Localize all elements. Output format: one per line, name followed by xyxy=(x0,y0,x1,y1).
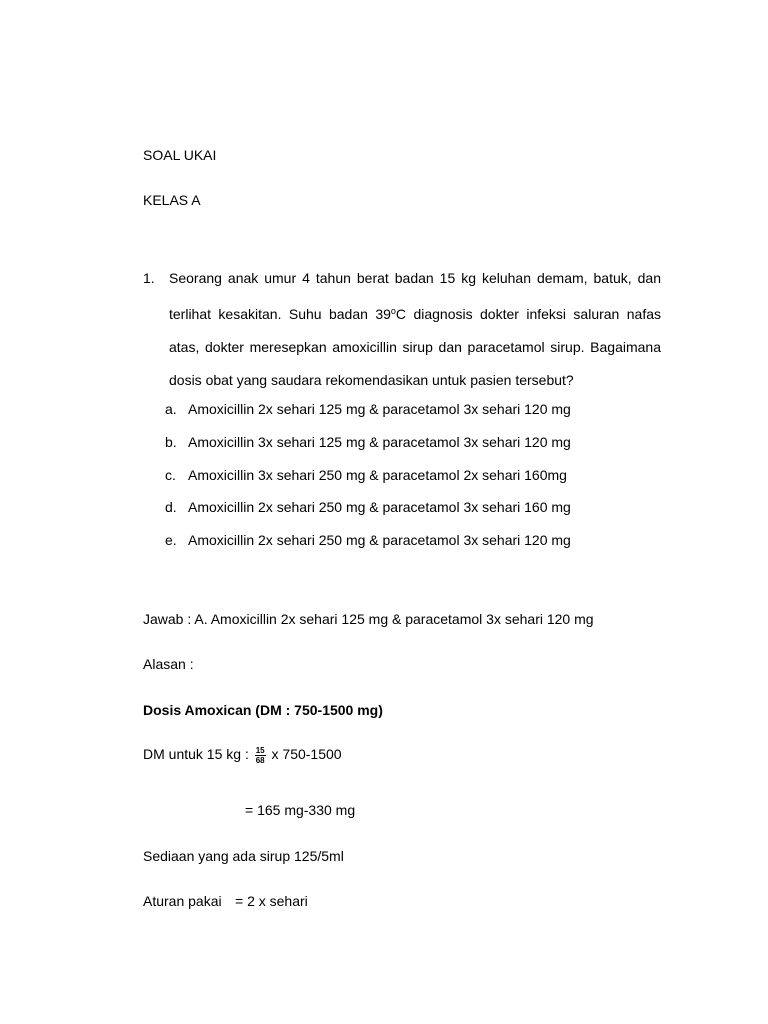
usage-label: Aturan pakai xyxy=(143,893,222,909)
option-text: Amoxicillin 2x sehari 125 mg & paracetamol 3x sehari 120 mg xyxy=(188,401,571,417)
question-text-part2: C diagnosis dokter infeksi saluran nafas atas, dokter meresepkan amoxicillin sirup dan paracetamol sirup. Bagaimana dosis obat yang saudara rekomendasikan untuk pasien tersebut? xyxy=(169,306,662,388)
question-text xyxy=(169,262,661,397)
class-label: KELAS A xyxy=(143,192,201,208)
option-text: Amoxicillin 2x sehari 250 mg & paracetamol 3x sehari 160 mg xyxy=(188,499,571,515)
fraction-numerator: 15 xyxy=(255,746,265,755)
reason-label: Alasan : xyxy=(143,656,194,672)
option-letter: b. xyxy=(165,434,177,450)
option-letter: c. xyxy=(165,467,176,483)
question-number: 1. xyxy=(143,270,155,286)
answer-line: Jawab : A. Amoxicillin 2x sehari 125 mg & paracetamol 3x sehari 120 mg xyxy=(143,611,594,627)
option-text: Amoxicillin 2x sehari 250 mg & paracetamol 3x sehari 120 mg xyxy=(188,532,571,548)
option-letter: a. xyxy=(165,401,177,417)
weight-fraction xyxy=(255,746,266,765)
option-text: Amoxicillin 3x sehari 125 mg & paracetamol 3x sehari 120 mg xyxy=(188,434,571,450)
dm-result: = 165 mg-330 mg xyxy=(245,802,356,818)
dm-suffix: x 750-1500 xyxy=(271,746,342,763)
option-letter: d. xyxy=(165,499,177,515)
dose-heading: Dosis Amoxican (DM : 750-1500 mg) xyxy=(143,702,383,718)
option-letter: e. xyxy=(165,532,177,548)
option-text: Amoxicillin 3x sehari 250 mg & paracetamol 2x sehari 160mg xyxy=(188,467,567,483)
question-text-part1: Seorang anak umur 4 tahun berat badan 15 kg keluhan demam, batuk, dan terlihat kesakitan. Suhu badan 39 xyxy=(169,270,661,322)
fraction-denominator: 68 xyxy=(255,756,265,765)
dm-calculation xyxy=(143,746,342,765)
dm-prefix: DM untuk 15 kg : xyxy=(143,746,249,763)
preparation-line: Sediaan yang ada sirup 125/5ml xyxy=(143,848,344,864)
degree-superscript: o xyxy=(390,306,396,316)
document-title: SOAL UKAI xyxy=(143,147,217,163)
usage-value: = 2 x sehari xyxy=(235,893,308,909)
